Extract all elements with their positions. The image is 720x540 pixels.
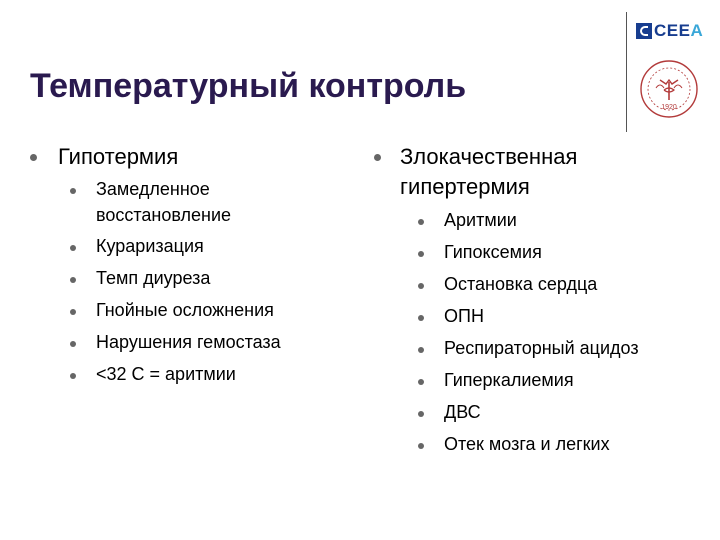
- slide-title: Температурный контроль: [30, 67, 467, 105]
- left-item: Курaризация: [96, 236, 204, 256]
- bullet-icon: [70, 373, 76, 379]
- left-item: Замедленное: [96, 179, 210, 199]
- right-item: Респираторный ацидоз: [444, 338, 639, 358]
- bullet-icon: [70, 277, 76, 283]
- ceea-logo: [636, 20, 703, 42]
- seal-year: 1920: [661, 104, 677, 111]
- right-item: Аритмии: [444, 210, 517, 230]
- bullet-icon: [418, 379, 424, 385]
- left-item-continuation: восстановление: [96, 205, 232, 225]
- right-heading-continuation: гипертермия: [400, 174, 530, 199]
- right-item: Гипоксемия: [444, 242, 542, 262]
- right-item: ОПН: [444, 306, 484, 326]
- bullet-icon: [418, 251, 424, 257]
- bullet-icon: [374, 154, 381, 161]
- left-item: <32 С = аритмии: [96, 364, 236, 384]
- ceea-mark-icon: [636, 23, 652, 39]
- left-heading: Гипотермия: [58, 144, 179, 169]
- bullet-icon: [418, 283, 424, 289]
- bullet-icon: [70, 188, 76, 194]
- left-item: Нарушения гемостаза: [96, 332, 281, 352]
- bullet-icon: [418, 219, 424, 225]
- bullet-icon: [70, 309, 76, 315]
- right-heading: Злокачественная: [400, 144, 578, 169]
- bullet-icon: [30, 154, 37, 161]
- university-seal-icon: [638, 58, 700, 120]
- ceea-logo-text: CEEA: [654, 21, 704, 40]
- right-item: ДВС: [444, 402, 481, 422]
- right-item: Гиперкалиемия: [444, 370, 574, 390]
- logo-divider: [626, 12, 627, 132]
- bullet-icon: [418, 315, 424, 321]
- bullet-icon: [418, 347, 424, 353]
- bullet-icon: [70, 245, 76, 251]
- left-item: Темп диуреза: [96, 268, 211, 288]
- right-item: Остановка сердца: [444, 274, 598, 294]
- left-item: Гнойные осложнения: [96, 300, 274, 320]
- right-item: Отек мозга и легких: [444, 434, 610, 454]
- bullet-icon: [70, 341, 76, 347]
- bullet-icon: [418, 443, 424, 449]
- bullet-icon: [418, 411, 424, 417]
